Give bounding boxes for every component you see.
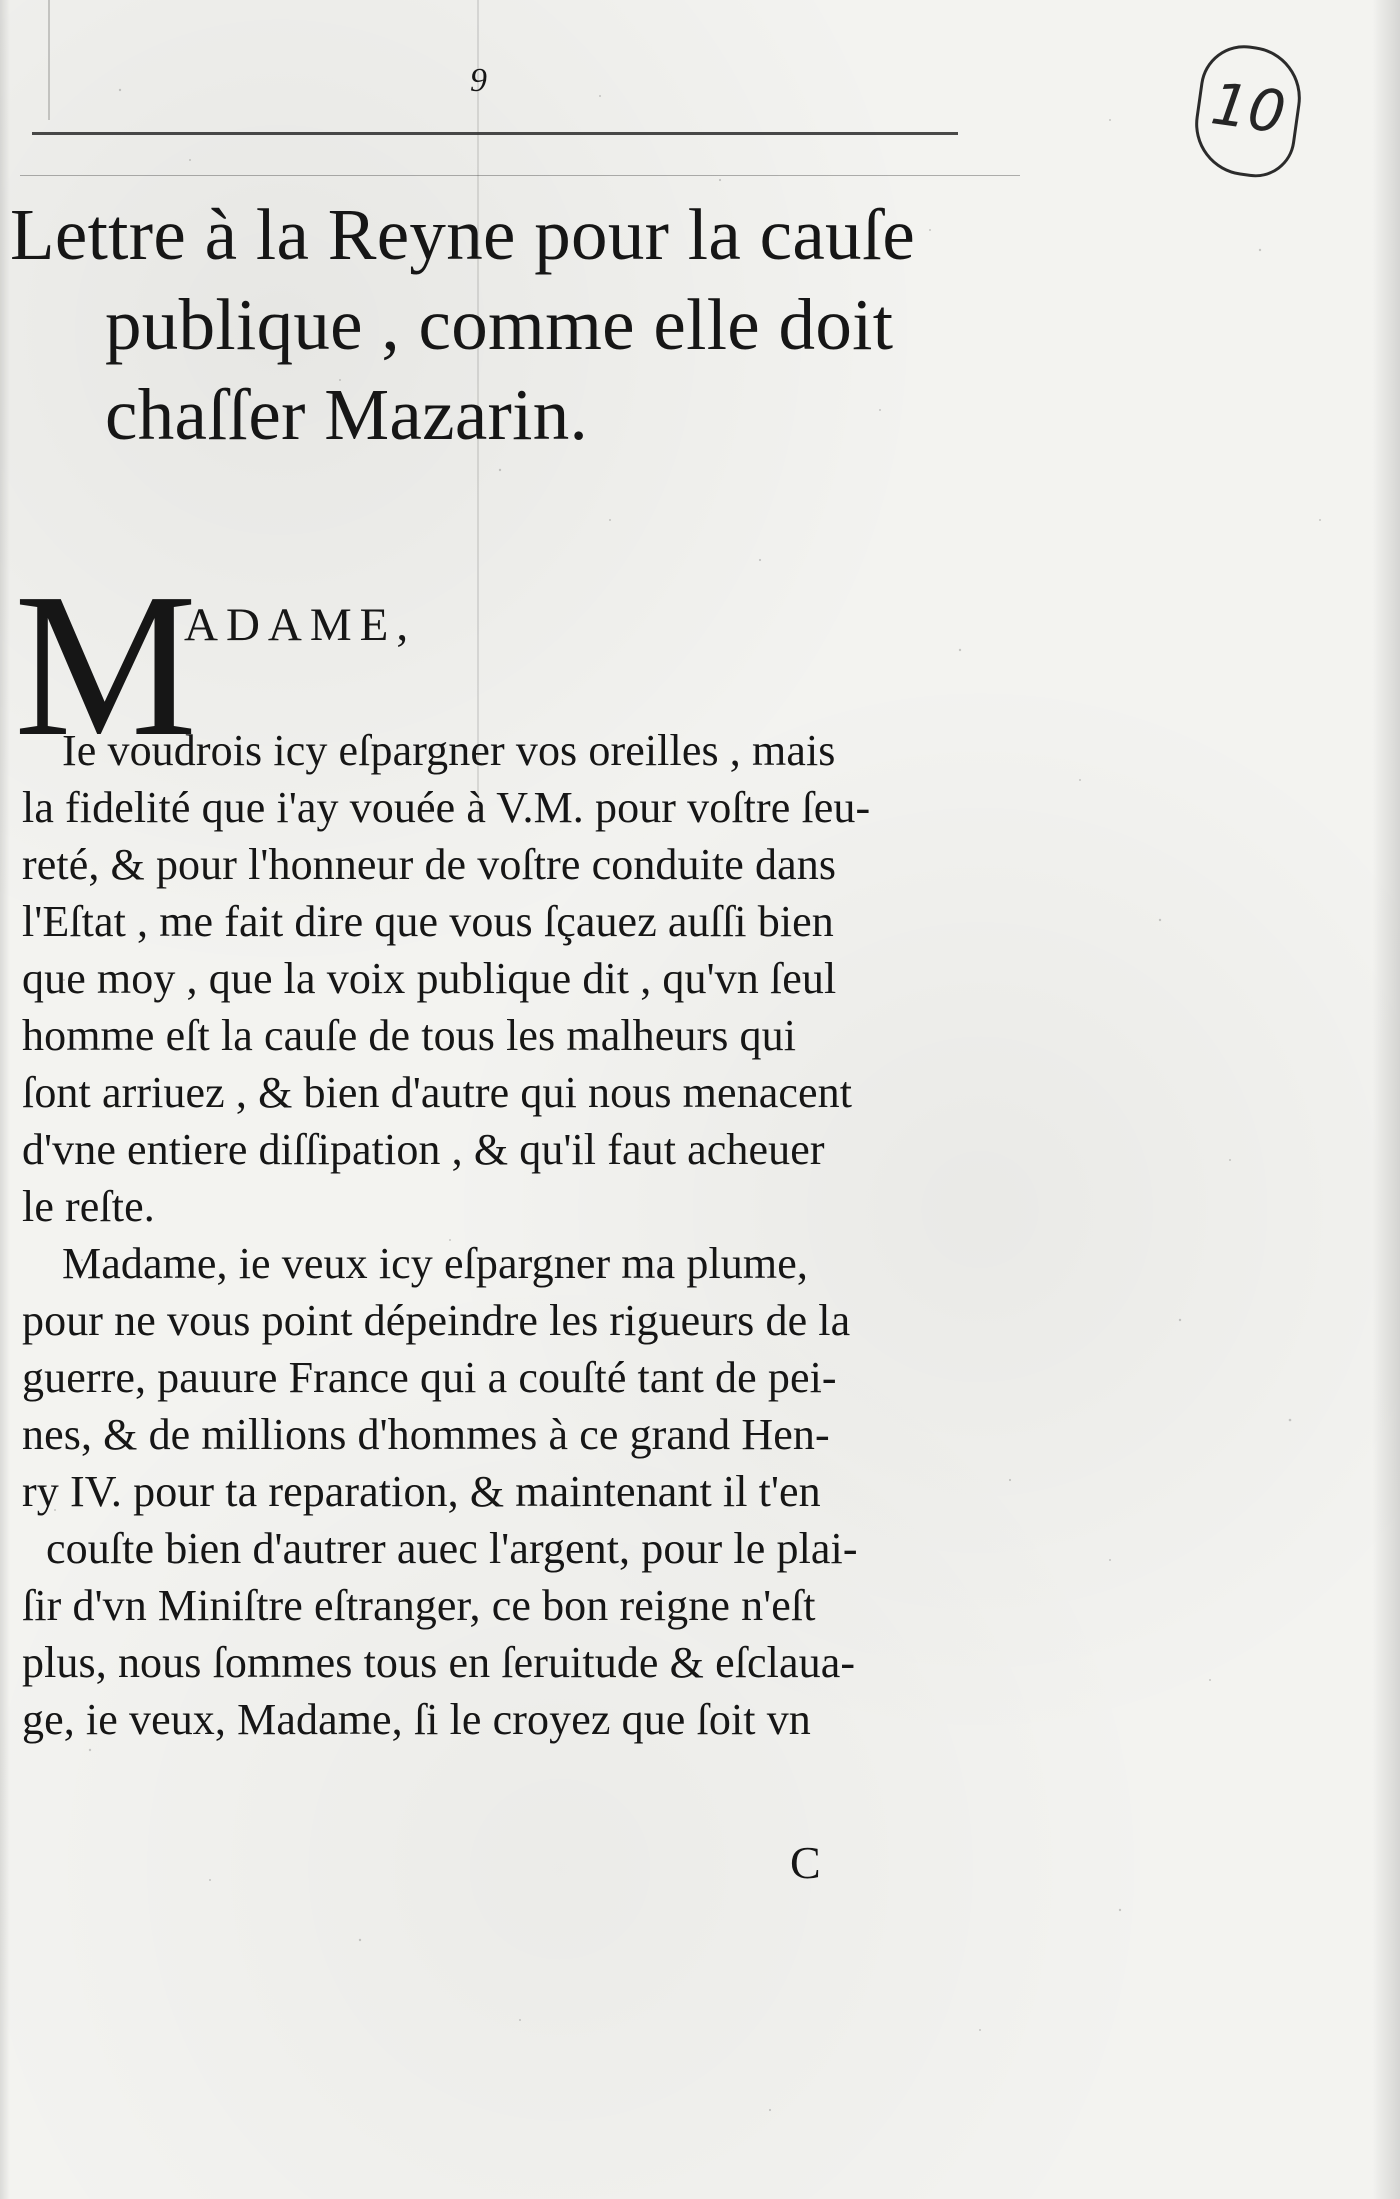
text-line: le reſte. xyxy=(22,1182,155,1231)
margin-mark xyxy=(48,0,50,120)
page-edge-shadow-right xyxy=(1372,0,1400,2199)
text-line: guerre, pauure France qui a couſté tant de pei- xyxy=(22,1353,837,1402)
page-edge-shadow-left xyxy=(0,0,10,2199)
text-line: Madame, ie veux icy eſpargner ma plume, xyxy=(62,1239,808,1288)
salutation: ADAME, xyxy=(184,599,417,651)
body-text xyxy=(22,722,1032,1748)
text-line: que moy , que la voix publique dit , qu'vn ſeul xyxy=(22,954,837,1003)
text-line: l'Eſtat , me fait dire que vous ſçauez auſſi bien xyxy=(22,897,834,946)
text-line: plus, nous ſommes tous en ſeruitude & eſclaua- xyxy=(22,1638,856,1687)
text-line: ry IV. pour ta reparation, & maintenant il t'en xyxy=(22,1467,821,1516)
header-rule-light xyxy=(20,175,1020,176)
page-number: 9 xyxy=(470,62,488,99)
text-line: ge, ie veux, Madame, ſi le croyez que ſoit vn xyxy=(22,1695,811,1744)
catchword: C xyxy=(790,1837,822,1888)
text-line: la fidelité que i'ay vouée à V.M. pour voſtre ſeu- xyxy=(22,783,871,832)
page-title xyxy=(10,190,1010,460)
text-line: d'vne entiere diſſipation , & qu'il faut acheuer xyxy=(22,1125,825,1174)
text-line: pour ne vous point dépeindre les rigueurs de la xyxy=(22,1296,851,1345)
drop-cap: M xyxy=(14,550,194,779)
header-rule xyxy=(32,132,958,135)
folio-mark: 10 xyxy=(1188,40,1307,183)
text-line: Ie voudrois icy eſpargner vos oreilles , mais xyxy=(62,726,836,775)
text-line: reté, & pour l'honneur de voſtre conduite dans xyxy=(22,840,837,889)
text-line: couſte bien d'autrer auec l'argent, pour le plai- xyxy=(46,1524,858,1573)
text-line: nes, & de millions d'hommes à ce grand Hen- xyxy=(22,1410,830,1459)
text-line: ſont arriuez , & bien d'autre qui nous menacent xyxy=(22,1068,853,1117)
text-line: ſir d'vn Miniſtre eſtranger, ce bon reigne n'eſt xyxy=(22,1581,816,1630)
text-line: homme eſt la cauſe de tous les malheurs qui xyxy=(22,1011,797,1060)
title-line: chaſſer Mazarin. xyxy=(105,374,589,455)
title-line: Lettre à la Reyne pour la cauſe xyxy=(10,194,916,275)
title-line: publique , comme elle doit xyxy=(105,284,894,365)
